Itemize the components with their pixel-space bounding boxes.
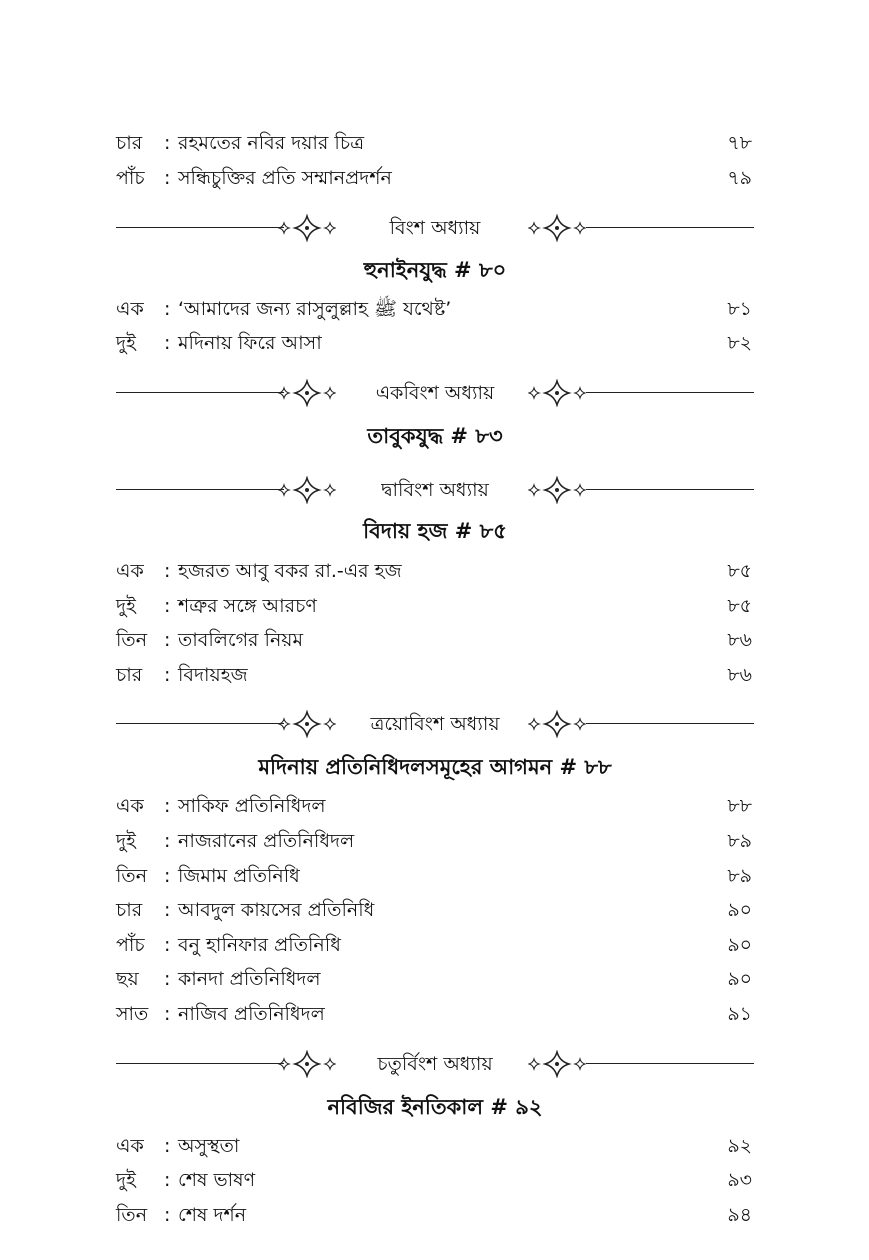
ornament-icon [528, 379, 586, 407]
entry-colon: : [164, 595, 171, 617]
entry-title: শত্রুর সঙ্গে আরচণ [178, 595, 317, 617]
chapter-divider [116, 1049, 754, 1079]
chapter-heading: মদিনায় প্রতিনিধিদলসমূহের আগমন # ৮৮ [258, 755, 612, 779]
entry-page-number: ৭৯ [727, 167, 752, 189]
toc-entry [116, 791, 752, 821]
entry-number: পাঁচ [116, 934, 145, 956]
entry-colon: : [164, 560, 171, 582]
divider-line [116, 227, 284, 228]
entry-colon: : [164, 830, 171, 852]
entry-colon: : [164, 795, 171, 817]
entry-number: এক [116, 1135, 144, 1157]
entry-number: দুই [116, 332, 136, 354]
entry-number: চার [116, 899, 143, 921]
entry-colon: : [164, 629, 171, 651]
entry-title: নাজরানের প্রতিনিধিদল [178, 830, 355, 852]
divider-line [116, 489, 284, 490]
toc-entry [116, 861, 752, 891]
entry-page-number: ৮৫ [727, 595, 752, 617]
entry-page-number: ৯২ [727, 1135, 752, 1157]
entry-number: এক [116, 795, 144, 817]
toc-entry [116, 826, 752, 856]
entry-number: সাত [116, 1003, 149, 1025]
entry-number: তিন [116, 1204, 148, 1226]
entry-page-number: ৮৮ [727, 795, 752, 817]
divider-line [116, 392, 284, 393]
entry-colon: : [164, 132, 171, 154]
ornament-icon [528, 1050, 586, 1078]
entry-colon: : [164, 664, 171, 686]
entry-page-number: ৭৮ [727, 132, 752, 154]
divider-line [116, 1063, 284, 1064]
entry-number: পাঁচ [116, 167, 145, 189]
entry-page-number: ৯৩ [727, 1169, 752, 1191]
chapter-heading: নবিজির ইনতিকাল # ৯২ [327, 1095, 543, 1119]
toc-entry [116, 1165, 752, 1195]
divider-line [116, 723, 284, 724]
entry-colon: : [164, 968, 171, 990]
entry-number: ছয় [116, 968, 139, 990]
divider-line [586, 392, 754, 393]
entry-page-number: ৮৯ [727, 830, 752, 852]
entry-title: রহমতের নবির দয়ার চিত্র [178, 132, 365, 154]
chapter-heading: হুনাইনযুদ্ধ # ৮০ [363, 258, 507, 282]
entry-colon: : [164, 934, 171, 956]
entry-page-number: ৮৬ [727, 629, 752, 651]
entry-colon: : [164, 167, 171, 189]
chapter-divider [116, 213, 754, 243]
divider-line [586, 723, 754, 724]
entry-number: দুই [116, 595, 136, 617]
entry-colon: : [164, 1204, 171, 1226]
toc-entry [116, 163, 752, 193]
entry-page-number: ৮২ [727, 332, 752, 354]
entry-page-number: ৯০ [727, 968, 752, 990]
entry-colon: : [164, 899, 171, 921]
chapter-label: একবিংশ অধ্যায় [375, 382, 495, 404]
toc-entry [116, 964, 752, 994]
toc-entry [116, 591, 752, 621]
entry-title: নাজিব প্রতিনিধিদল [178, 1003, 325, 1025]
chapter-label: বিংশ অধ্যায় [389, 217, 481, 239]
entry-title: অসুস্থতা [178, 1135, 240, 1157]
entry-number: তিন [116, 629, 148, 651]
toc-entry [116, 294, 752, 324]
chapter-label: দ্বাবিংশ অধ্যায় [381, 479, 489, 501]
entry-title: বনু হানিফার প্রতিনিধি [178, 934, 341, 956]
toc-entry [116, 660, 752, 690]
toc-entry [116, 895, 752, 925]
ornament-icon [278, 214, 336, 242]
entry-title: মদিনায় ফিরে আসা [178, 332, 322, 354]
entry-title: আবদুল কায়সের প্রতিনিধি [178, 899, 375, 921]
chapter-heading: তাবুকযুদ্ধ # ৮৩ [367, 424, 503, 448]
entry-colon: : [164, 1003, 171, 1025]
entry-colon: : [164, 332, 171, 354]
entry-title: শেষ দর্শন [178, 1204, 247, 1226]
ornament-icon [528, 214, 586, 242]
toc-entry [116, 556, 752, 586]
entry-title: বিদায়হজ [178, 664, 248, 686]
ornament-icon [278, 476, 336, 504]
toc-entry [116, 625, 752, 655]
toc-entry [116, 1131, 752, 1161]
entry-colon: : [164, 1135, 171, 1157]
entry-title: তাবলিগের নিয়ম [178, 629, 304, 651]
chapter-divider [116, 475, 754, 505]
entry-page-number: ৮১ [727, 298, 752, 320]
entry-colon: : [164, 1169, 171, 1191]
entry-number: চার [116, 132, 143, 154]
chapter-heading: বিদায় হজ # ৮৫ [363, 519, 507, 543]
ornament-icon [278, 710, 336, 738]
entry-title: ‘আমাদের জন্য রাসুলুল্লাহ ﷺ যথেষ্ট’ [178, 298, 452, 320]
entry-page-number: ৮৫ [727, 560, 752, 582]
entry-number: তিন [116, 865, 148, 887]
entry-title: কানদা প্রতিনিধিদল [178, 968, 321, 990]
ornament-icon [278, 379, 336, 407]
entry-title: হজরত আবু বকর রা.-এর হজ [178, 560, 402, 582]
entry-page-number: ৯৪ [727, 1204, 752, 1226]
entry-number: চার [116, 664, 143, 686]
toc-entry [116, 328, 752, 358]
entry-colon: : [164, 298, 171, 320]
chapter-divider [116, 709, 754, 739]
divider-line [586, 489, 754, 490]
entry-page-number: ৯০ [727, 934, 752, 956]
toc-entry [116, 128, 752, 158]
toc-entry [116, 999, 752, 1029]
chapter-divider [116, 378, 754, 408]
ornament-icon [528, 710, 586, 738]
divider-line [586, 227, 754, 228]
entry-title: শেষ ভাষণ [178, 1169, 256, 1191]
entry-title: জিমাম প্রতিনিধি [178, 865, 300, 887]
entry-page-number: ৯১ [727, 1003, 752, 1025]
divider-line [586, 1063, 754, 1064]
entry-page-number: ৮৬ [727, 664, 752, 686]
entry-page-number: ৮৯ [727, 865, 752, 887]
toc-entry [116, 930, 752, 960]
entry-number: দুই [116, 830, 136, 852]
entry-page-number: ৯০ [727, 899, 752, 921]
toc-entry [116, 1200, 752, 1230]
chapter-label: ত্রয়োবিংশ অধ্যায় [370, 713, 500, 735]
chapter-label: চতুর্বিংশ অধ্যায় [377, 1053, 493, 1075]
ornament-icon [528, 476, 586, 504]
entry-title: সাকিফ প্রতিনিধিদল [178, 795, 326, 817]
ornament-icon [278, 1050, 336, 1078]
entry-number: এক [116, 298, 144, 320]
entry-colon: : [164, 865, 171, 887]
entry-title: সন্ধিচুক্তির প্রতি সম্মানপ্রদর্শন [178, 167, 392, 189]
entry-number: এক [116, 560, 144, 582]
entry-number: দুই [116, 1169, 136, 1191]
